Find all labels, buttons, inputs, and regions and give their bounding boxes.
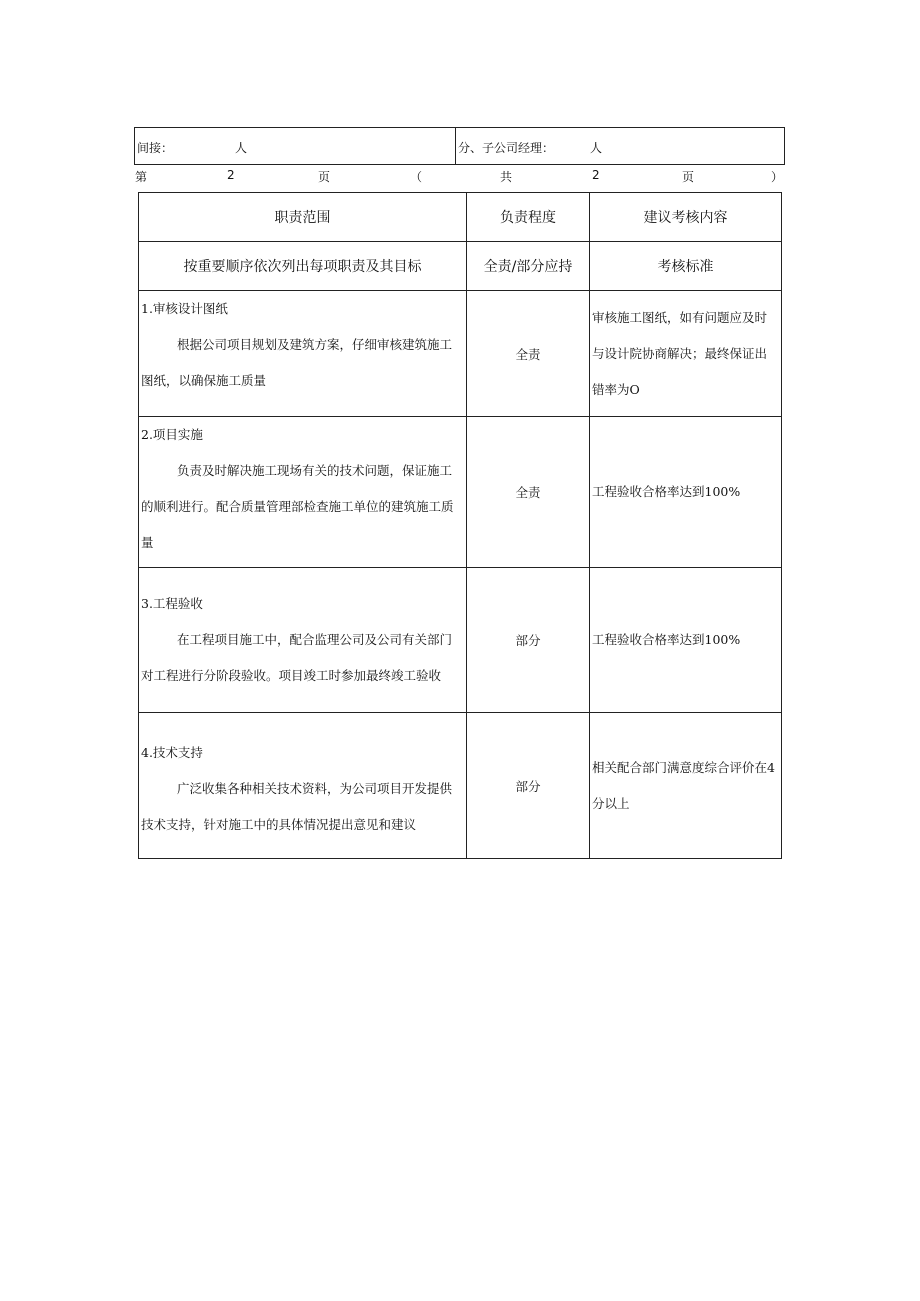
subsidiary-manager-label: 分、子公司经理： [458, 141, 555, 155]
duty-description: 负责及时解决施工现场有关的技术问题，保证施工的顺利进行。配合质量管理部检查施工单位的建筑施工质量 [141, 463, 454, 550]
duty-title: 3.工程验收 [141, 596, 203, 611]
indirect-label: 间接： [137, 141, 174, 155]
page-di: 第 [135, 170, 148, 184]
duty-description: 广泛收集各种相关技术资料，为公司项目开发提供技术支持，针对施工中的具体情况提出意见和建议 [141, 781, 453, 832]
approval-box-divider [455, 128, 456, 164]
header-assessment: 建议考核内容 [590, 193, 782, 242]
subsidiary-manager-value: 人 [590, 141, 603, 155]
table-row [139, 291, 782, 417]
duty-scope-cell [139, 291, 467, 417]
duty-criteria: 相关配合部门满意度综合评价在4分以上 [590, 713, 782, 859]
page-ye-total: 页 [682, 170, 695, 184]
duty-criteria: 工程验收合格率达到100% [590, 417, 782, 568]
duty-description: 在工程项目施工中，配合监理公司及公司有关部门对工程进行分阶段验收。项目竣工时参加最终竣工验收 [141, 632, 453, 683]
duty-responsibility: 全责 [467, 417, 590, 568]
duty-scope-cell [139, 417, 467, 568]
header-row [139, 193, 782, 242]
header-responsibility: 负责程度 [467, 193, 590, 242]
duty-responsibility: 部分 [467, 568, 590, 713]
page-number: 2 [227, 168, 235, 182]
duty-scope-cell [139, 568, 467, 713]
duty-responsibility: 全责 [467, 291, 590, 417]
page-gong: 共 [500, 170, 513, 184]
header-scope: 职责范围 [139, 193, 467, 242]
indirect-value: 人 [235, 141, 248, 155]
table-row [139, 417, 782, 568]
duty-description: 根据公司项目规划及建筑方案，仔细审核建筑施工图纸，以确保施工质量 [141, 337, 453, 388]
duty-title: 2.项目实施 [141, 427, 203, 442]
duty-responsibility: 部分 [467, 713, 590, 859]
subheader-responsibility: 全责/部分应持 [467, 242, 590, 291]
duty-table [138, 192, 782, 859]
subheader-assessment: 考核标准 [590, 242, 782, 291]
page-ye: 页 [318, 170, 331, 184]
table-row [139, 713, 782, 859]
table-row [139, 568, 782, 713]
duty-criteria: 工程验收合格率达到100% [590, 568, 782, 713]
duty-criteria: 审核施工图纸，如有问题应及时与设计院协商解决；最终保证出错率为O [590, 291, 782, 417]
page-total: 2 [592, 168, 600, 182]
page-open-paren: （ [410, 170, 423, 184]
page-close-paren: ） [771, 170, 784, 184]
duty-scope-cell [139, 713, 467, 859]
subheader-row [139, 242, 782, 291]
duty-title: 4.技术支持 [141, 745, 203, 760]
duty-title: 1.审核设计图纸 [141, 301, 228, 316]
subheader-scope: 按重要顺序依次列出每项职责及其目标 [139, 242, 467, 291]
approval-box [134, 127, 785, 165]
